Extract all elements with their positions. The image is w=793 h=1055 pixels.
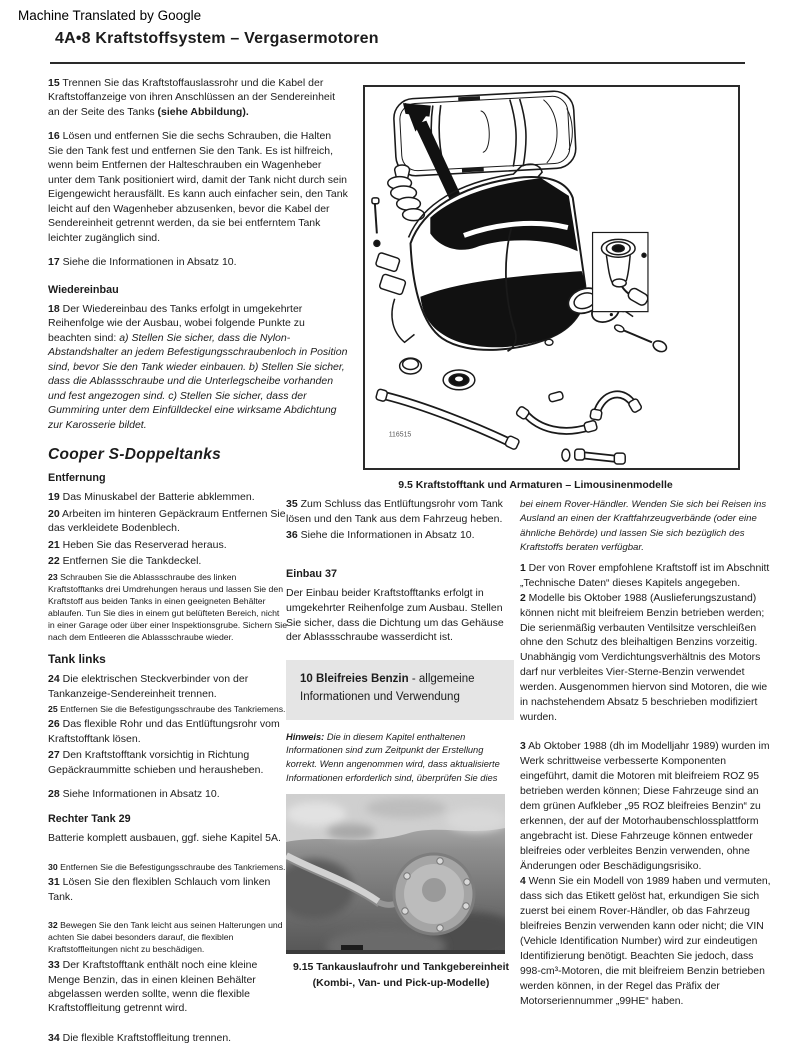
paragraph-22: 22 Entfernen Sie die Tankdeckel. bbox=[48, 555, 202, 568]
sender-unit-inset bbox=[593, 232, 650, 311]
figure-9-5-frame bbox=[363, 85, 740, 470]
paragraph-29: Batterie komplett ausbauen, ggf. siehe Kapitel 5A. bbox=[48, 831, 281, 844]
hose-clip bbox=[562, 449, 570, 461]
middle-column bbox=[286, 497, 516, 991]
paragraph-36: 36 Siehe die Informationen in Absatz 10. bbox=[286, 529, 475, 542]
see-figure-ref: (siehe Abbildung). bbox=[157, 105, 249, 118]
photo-caption-line1: 9.15 Tankauslaufrohr und Tankgebereinheit bbox=[292, 961, 510, 974]
paragraph-25: 25 Entfernen Sie die Befestigungsschraube des Tankriemens. bbox=[48, 704, 286, 715]
heading-tank-links: Tank links bbox=[48, 651, 106, 666]
machine-translated-banner: Machine Translated by Google bbox=[18, 8, 202, 23]
paragraph-27: 27 Den Kraftstofftank vorsichtig in Richtung Gepäckraummitte schieben und herausheben. bbox=[48, 749, 264, 776]
heading-wiedereinbau: Wiedereinbau bbox=[48, 283, 119, 296]
paragraph-28: 28 Siehe Informationen in Absatz 10. bbox=[48, 788, 220, 801]
paragraph-20: 20 Arbeiten im hinteren Gepäckraum Entfernen Sie das verkleidete Bodenblech. bbox=[48, 507, 286, 535]
para-number: 15 bbox=[48, 77, 60, 89]
hose-illustrations bbox=[376, 389, 643, 464]
heading-einbau-37: Einbau 37 bbox=[286, 568, 338, 581]
hinweis-note: Hinweis: Die in diesem Kapitel enthaltenen Informationen sind zum Zeitpunkt der Erstellung korrekt. Wenn angenommen wird, dass aktualisierte Informationen erforderlich sind, überprüfen Sie dies bbox=[286, 731, 500, 784]
paragraph-18: 18 Der Wiedereinbau des Tanks erfolgt in umgekehrter Reihenfolge wie der Ausbau, wobei folgende Punkte zu beachten sind: a) Stellen Sie sicher, dass die Nylon-Abstandshalter an jedem Befestigungsschraubenloch in Position sind, bevor Sie den Tank wieder einbauen. b) Stellen Sie sicher, dass die Ablassschraube und die Unterlegscheibe vorhanden und fest angezogen sind. c) Stellen Sie sicher, dass der Gummiring unter dem Einfülldeckel eine wirksame Abdichtung zur Karosserie bildet. bbox=[48, 302, 348, 431]
paragraph-24: 24 Die elektrischen Steckverbinder von der Tankanzeige-Sendereinheit trennen. bbox=[48, 673, 249, 700]
paragraph-23: 23 Schrauben Sie die Ablassschraube des linken Kraftstofftanks drei Umdrehungen heraus und lassen Sie den Kraftstoff aus beiden Tanks in einen geeigneten Behälter ablaufen. Tun Sie dies in einem gut belüfteten Bereich, nicht in einer Garage oder über einer Inspektionsgrube. Sichern Sie nach dem Entleeren die Ablassschraube wieder. bbox=[48, 571, 288, 642]
paragraph-3: 3 Ab Oktober 1988 (dh im Modelljahr 1989) wurden im Werk schrittweise verbesserte Komponenten eingeführt, damit die Motoren mit bleifreiem ROZ 95 betrieben werden können; Diese Fahrzeuge sind an dem grünen Aufkleber „95 ROZ bleifreies Benzin“ zu erkennen, der auf der Motorhaubenschlossplattform angebracht ist. Diese Fahrzeuge können entweder bleifreies oder verbleites Benzin verwenden, ohne Änderungen oder Beschädigungsrisiko. bbox=[520, 741, 770, 873]
paragraph-32: 32 Bewegen Sie den Tank leicht aus seinen Halterungen und achten Sie dabei besonders darauf, die flexiblen Kraftstoffleitungen nicht zu beschädigen. bbox=[48, 920, 283, 955]
paragraph-17: 17 Siehe die Informationen in Absatz 10. bbox=[48, 256, 237, 269]
section-10-title: 10 Bleifreies Benzin bbox=[300, 672, 409, 685]
tank-sender-photo bbox=[286, 794, 505, 954]
title-divider bbox=[50, 62, 745, 64]
paragraph-30: 30 Entfernen Sie die Befestigungsschraube des Tankriemens. bbox=[48, 862, 286, 873]
paragraph-21: 21 Heben Sie das Reserverad heraus. bbox=[48, 538, 227, 551]
paragraph-4: 4 Wenn Sie ein Modell von 1989 haben und vermuten, dass sich das Etikett gelöst hat, erkundigen Sie sich zuerst bei einem Rover-Händler, ob das Fahrzeug bleifreies Benzin verwenden kann oder nicht; die VIN (Vehicle Identification Number) wird zur eindeutigen Identifizierung benötigt. Beachten Sie jedoch, dass 998-cm³-Motoren, die mit bleifreiem Benzin betrieben werden können, in der Regel das Präfix der Motorseriennummer „99HE“ haben. bbox=[520, 876, 771, 1008]
paragraph-2: 2 Modelle bis Oktober 1988 (Auslieferungszustand) können nicht mit bleifreiem Benzin betrieben werden; Die serienmäßig verbauten Ventilsitze verschleißen ohne den Schutz des bleihaltigen Benzins vorzeitig. Unabhängig vom Verdichtungsverhältnis des Motors darf nur verbleites Vier-Sterne-Benzin verwendet werden. Ausgenommen hiervon sind Motoren, die wie in nachstehendem Absatz 5 beschrieben modifiziert wurden. bbox=[520, 592, 768, 724]
heading-entfernung: Entfernung bbox=[48, 472, 106, 485]
fuel-tank-diagram bbox=[365, 87, 738, 468]
paragraph-33: 33 Der Kraftstofftank enthält noch eine kleine Menge Benzin, das in einen kleinen Behälter abgelassen werden sollte, wenn die flexible Kraftstoffleitung getrennt wird. bbox=[48, 959, 258, 1015]
paragraph-16: 16 Lösen und entfernen Sie die sechs Schrauben, die Halten Sie den Tank fest und entfernen Sie den Tank. Es ist hilfreich, wenn beim Entfernen der Halteschrauben ein Wagenheber unter dem Tank positioniert wird, damit der Tank nicht durch sein Eigengewicht herausfällt. Es kann auch einfacher sein, den Tank leicht auf den Wagenheber abzusenken, bevor die Kabel der Sendereinheit getrennt werden, da sie bei entferntem Tank leichter zugänglich sind. bbox=[48, 130, 348, 244]
paragraph-1: 1 Der von Rover empfohlene Kraftstoff ist im Abschnitt „Technische Daten“ dieses Kapitels angegeben. bbox=[520, 562, 770, 589]
figure-code: 116515 bbox=[388, 431, 412, 439]
left-column-lower bbox=[48, 471, 288, 1045]
section-10-box: 10 Bleifreies Benzin - allgemeine Informationen und Verwendung bbox=[286, 660, 514, 720]
photo-9-15-caption bbox=[286, 960, 516, 990]
photo-caption-line2: (Kombi-, Van- und Pick-up-Modelle) bbox=[312, 976, 490, 989]
paragraph-35: 35 Zum Schluss das Entlüftungsrohr vom Tank lösen und den Tank aus dem Fahrzeug heben. bbox=[286, 498, 503, 525]
paragraph-15: 15 Trennen Sie das Kraftstoffauslassrohr und die Kabel der Kraftstoffanzeige von ihren Anschlüssen an der Sendereinheit an der Seite des Tanks (siehe Abbildung). bbox=[48, 77, 335, 118]
paragraph-34: 34 Die flexible Kraftstoffleitung trennen. bbox=[48, 1031, 232, 1044]
page-title: 4A•8 Kraftstoffsystem – Vergasermotoren bbox=[55, 30, 379, 47]
intro-continuation: bei einem Rover-Händler. Wenden Sie sich bei Reisen ins Ausland an einen der Kraftfahrzeugverbände (oder eine ähnliche Behörde) und lassen Sie sich bezüglich des Kraftstoffs beraten verfügbar. bbox=[520, 499, 767, 554]
paragraph-31: 31 Lösen Sie den flexiblen Schlauch vom linken Tank. bbox=[48, 876, 271, 903]
heading-cooper-s-doppeltanks: Cooper S-Doppeltanks bbox=[48, 446, 222, 464]
figure-9-5-caption: 9.5 Kraftstofftank und Armaturen – Limousinenmodelle bbox=[398, 479, 673, 491]
right-column bbox=[520, 498, 772, 1020]
paragraph-26: 26 Das flexible Rohr und das Entlüftungsrohr vom Kraftstofftank lösen. bbox=[48, 718, 280, 745]
paragraph-19: 19 Das Minuskabel der Batterie abklemmen. bbox=[48, 491, 255, 504]
heading-rechter-tank: Rechter Tank 29 bbox=[48, 812, 131, 825]
paragraph-37: Der Einbau beider Kraftstofftanks erfolgt in umgekehrter Reihenfolge zum Ausbau. Stellen Sie sicher, dass die Dichtung um das Gehäuse der Ablassschraube wasserdicht ist. bbox=[286, 587, 504, 644]
